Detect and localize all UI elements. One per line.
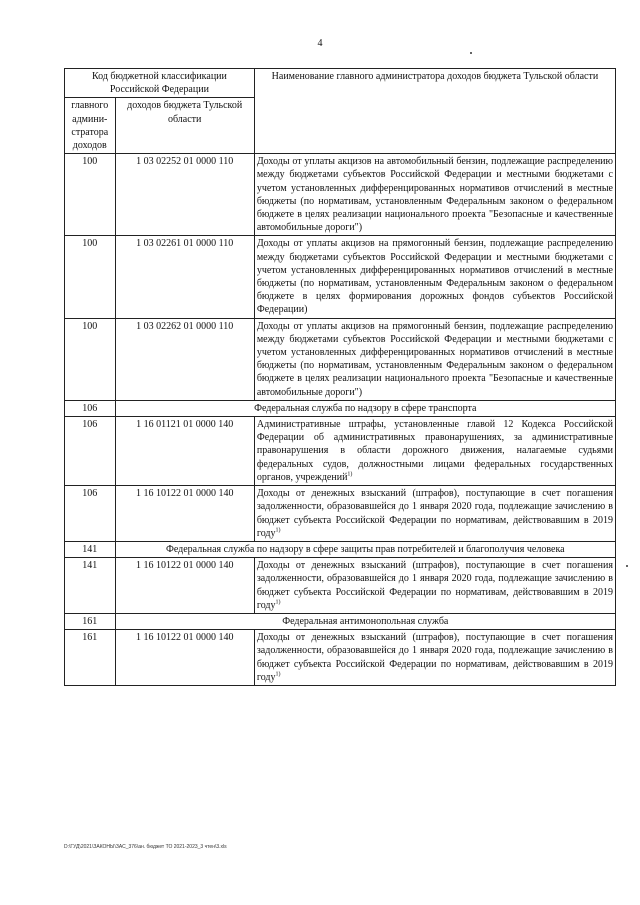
agency-name-cell: Федеральная служба по надзору в сфере защиты прав потребителей и благополучия человека [115, 541, 615, 557]
footnote-marker: 1) [347, 471, 353, 478]
budget-classification-table [64, 68, 616, 686]
footnote-marker: 1) [275, 527, 281, 534]
admin-code-cell: 106 [65, 417, 116, 486]
admin-code-cell: 141 [65, 558, 116, 614]
revenue-code-cell: 1 03 02261 01 0000 110 [115, 236, 254, 318]
description-text: Доходы от денежных взысканий (штрафов), поступающие в счет погашения задолженности, образовавшейся до 1 января 2020 года, подлежащие зачислению в бюджет субъекта Российской Федерации по нормативам, действовавшим в 2019 году [256, 632, 613, 683]
revenue-code-cell: 1 16 01121 01 0000 140 [115, 417, 254, 486]
admin-code-cell: 161 [65, 613, 116, 629]
revenue-code-header: доходов бюджета Тульской области [115, 98, 254, 154]
agency-name-cell: Федеральная антимонопольная служба [115, 613, 615, 629]
code-group-header: Код бюджетной классификации Российской Федерации [65, 69, 255, 98]
revenue-code-cell: 1 03 02252 01 0000 110 [115, 154, 254, 236]
scan-speck [626, 565, 628, 567]
table-row [65, 417, 616, 486]
revenue-description-cell [254, 318, 615, 400]
admin-code-cell: 106 [65, 400, 116, 416]
admin-code-cell: 141 [65, 541, 116, 557]
description-text: Доходы от уплаты акцизов на прямогонный бензин, подлежащие распределению между бюджетами субъектов Российской Федерации и местными бюджетами с учетом установленных дифференцированных нормативов отчислений в местные бюджеты (по нормативам, установленным Федеральным законом о федеральном бюджете в целях формирования дорожных фондов субъектов Российской Федерации) [256, 238, 613, 316]
footnote-marker: 1) [275, 599, 281, 606]
agency-row [65, 613, 616, 629]
admin-code-cell: 161 [65, 630, 116, 686]
revenue-description-cell [254, 486, 615, 542]
revenue-description-cell [254, 630, 615, 686]
table-row [65, 558, 616, 614]
admin-code-cell: 100 [65, 318, 116, 400]
admin-code-cell: 100 [65, 236, 116, 318]
description-text: Доходы от уплаты акцизов на автомобильный бензин, подлежащие распределению между бюджетами субъектов Российской Федерации и местными бюджетами с учетом установленных дифференцированных нормативов отчислений в местные бюджеты (по нормативам, установленным Федеральным законом о федеральном бюджете в целях реализации национального проекта "Безопасные и качественные автомобильные дороги") [256, 156, 613, 234]
agency-row [65, 400, 616, 416]
table-row [65, 486, 616, 542]
page-number: 4 [317, 38, 323, 49]
agency-row [65, 541, 616, 557]
admin-name-header: Наименование главного администратора доходов бюджета Тульской области [254, 69, 615, 154]
scan-speck [470, 52, 472, 54]
file-path-footer: D:\ГУД\2021\ЗАКОНЫ\ЗАС_376\ан. бюджет ТО 2021-2023_3 чтен\3.xls [64, 844, 227, 850]
admin-code-cell: 106 [65, 486, 116, 542]
revenue-code-cell: 1 16 10122 01 0000 140 [115, 558, 254, 614]
table-row [65, 236, 616, 318]
description-text: Доходы от уплаты акцизов на прямогонный бензин, подлежащие распределению между бюджетами субъектов Российской Федерации и местными бюджетами с учетом установленных дифференцированных нормативов отчислений в местные бюджеты (по нормативам, установленным Федеральным законом о федеральном бюджете в целях реализации национального проекта "Безопасные и качественные автомобильные дороги") [256, 320, 613, 398]
revenue-code-cell: 1 03 02262 01 0000 110 [115, 318, 254, 400]
revenue-code-cell: 1 16 10122 01 0000 140 [115, 486, 254, 542]
admin-code-cell: 100 [65, 154, 116, 236]
table-row [65, 318, 616, 400]
description-text: Доходы от денежных взысканий (штрафов), поступающие в счет погашения задолженности, образовавшейся до 1 января 2020 года, подлежащие зачислению в бюджет субъекта Российской Федерации по нормативам, действовавшим в 2019 году [256, 488, 613, 539]
revenue-description-cell [254, 417, 615, 486]
table-row [65, 154, 616, 236]
agency-name-cell: Федеральная служба по надзору в сфере транспорта [115, 400, 615, 416]
revenue-description-cell [254, 236, 615, 318]
revenue-description-cell [254, 154, 615, 236]
revenue-description-cell [254, 558, 615, 614]
table-header-row [65, 69, 616, 98]
revenue-code-cell: 1 16 10122 01 0000 140 [115, 630, 254, 686]
description-text: Доходы от денежных взысканий (штрафов), поступающие в счет погашения задолженности, образовавшейся до 1 января 2020 года, подлежащие зачислению в бюджет субъекта Российской Федерации по нормативам, действовавшим в 2019 году [256, 560, 613, 611]
table-row [65, 630, 616, 686]
admin-code-header: главного админи-стратора доходов [65, 98, 116, 154]
description-text: Административные штрафы, установленные главой 12 Кодекса Российской Федерации об административных правонарушениях, за административные правонарушения в области дорожного движения, налагаемые судьями федеральных судов, должностными лицами федеральных государственных органов, учреждений [256, 419, 613, 483]
footnote-marker: 1) [275, 671, 281, 678]
